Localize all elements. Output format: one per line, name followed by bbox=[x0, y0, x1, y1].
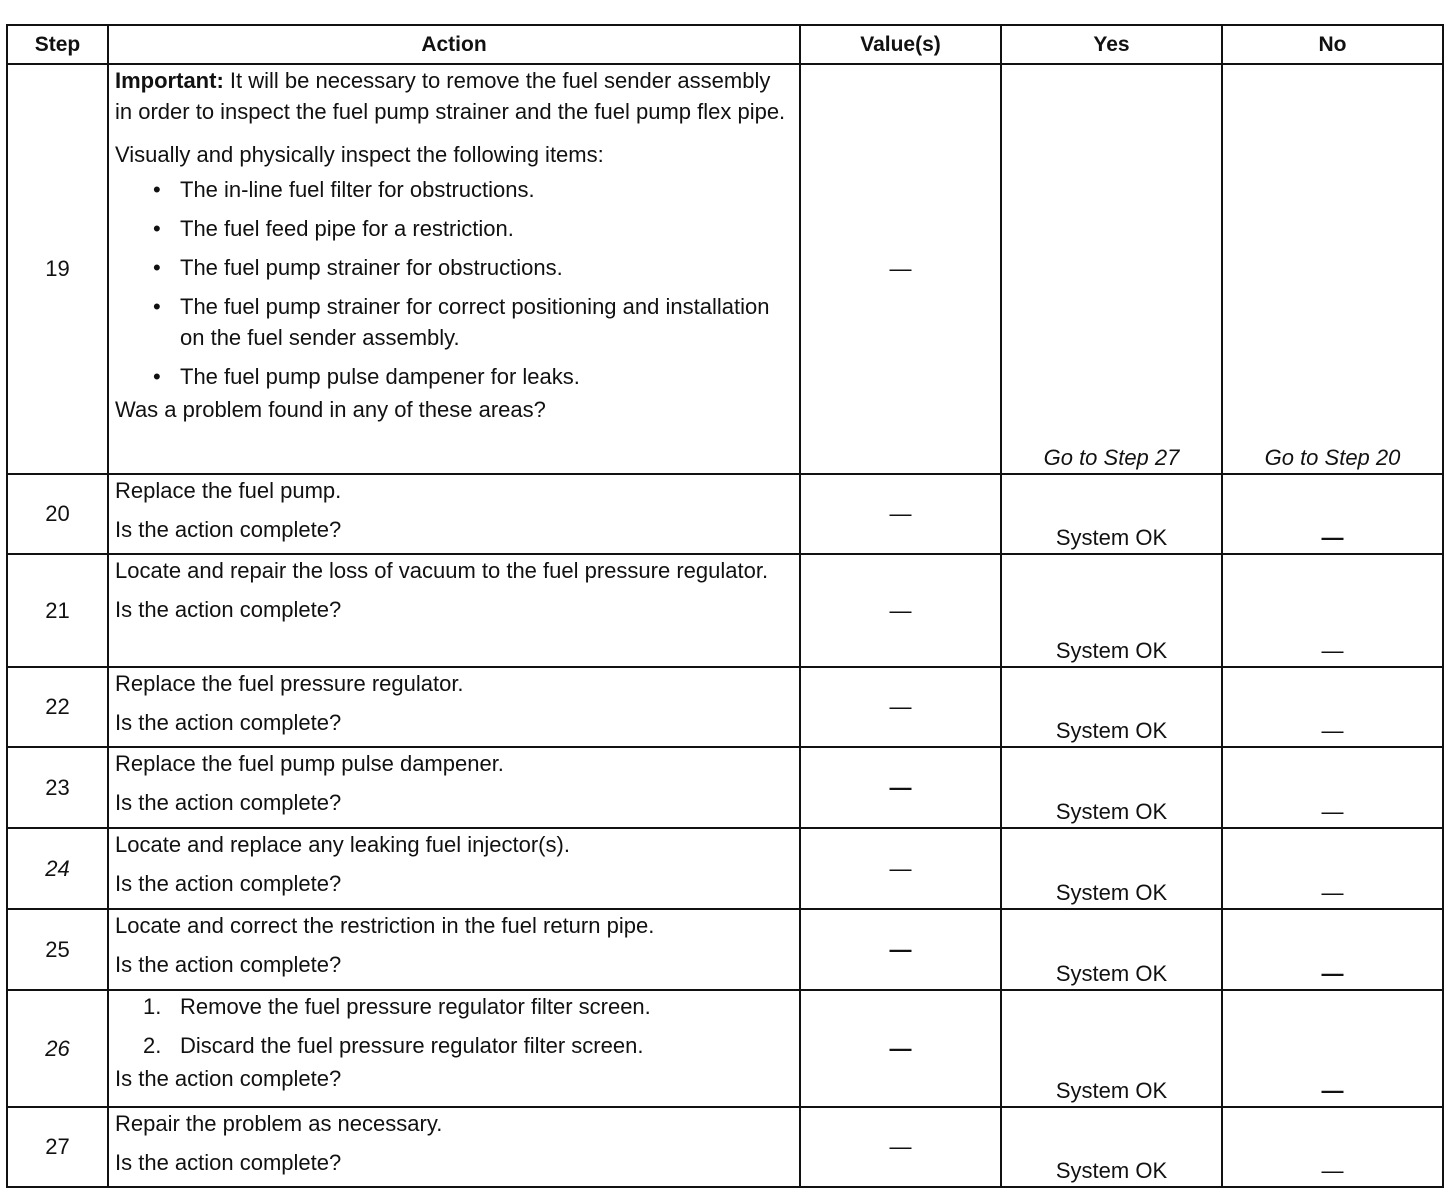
value-cell bbox=[800, 828, 1001, 909]
inspect-intro: Visually and physically inspect the following items: bbox=[115, 142, 604, 167]
action-text: Replace the fuel pressure regulator. bbox=[115, 671, 464, 696]
yes-cell: System OK bbox=[1001, 828, 1222, 909]
inspect-list bbox=[115, 174, 793, 392]
yes-cell: System OK bbox=[1001, 747, 1222, 828]
question-text: Is the action complete? bbox=[115, 952, 342, 977]
no-cell: — bbox=[1222, 474, 1443, 554]
yes-cell: System OK bbox=[1001, 909, 1222, 990]
yes-cell: System OK bbox=[1001, 667, 1222, 747]
table-row bbox=[7, 554, 1443, 667]
no-cell: — bbox=[1222, 1107, 1443, 1187]
value-dash: — bbox=[889, 694, 912, 719]
bullet-icon: • bbox=[153, 255, 161, 280]
list-item-text: Remove the fuel pressure regulator filter screen. bbox=[180, 994, 651, 1019]
question-text: Was a problem found in any of these areas? bbox=[115, 397, 546, 422]
no-cell: Go to Step 20 bbox=[1222, 64, 1443, 474]
question-text: Is the action complete? bbox=[115, 871, 342, 896]
value-cell bbox=[800, 554, 1001, 667]
value-dash: — bbox=[889, 855, 912, 881]
list-item-text: The fuel pump pulse dampener for leaks. bbox=[180, 364, 580, 389]
table-row bbox=[7, 667, 1443, 747]
action-text: Locate and replace any leaking fuel injector(s). bbox=[115, 832, 570, 857]
question-text: Is the action complete? bbox=[115, 597, 342, 622]
action-text: Locate and repair the loss of vacuum to the fuel pressure regulator. bbox=[115, 558, 769, 583]
step-number: 25 bbox=[7, 909, 108, 990]
value-cell bbox=[800, 64, 1001, 474]
numbered-list bbox=[115, 991, 793, 1061]
question-text: Is the action complete? bbox=[115, 517, 342, 542]
step-number: 19 bbox=[7, 64, 108, 474]
value-cell bbox=[800, 1107, 1001, 1187]
list-item bbox=[115, 291, 793, 353]
list-item-text: Discard the fuel pressure regulator filter screen. bbox=[180, 1033, 644, 1058]
step-number: 20 bbox=[7, 474, 108, 554]
action-cell bbox=[108, 828, 800, 909]
value-cell bbox=[800, 667, 1001, 747]
action-cell bbox=[108, 990, 800, 1107]
list-item bbox=[115, 252, 793, 283]
header-step: Step bbox=[7, 25, 108, 64]
important-label: Important: bbox=[115, 68, 224, 93]
bullet-icon: • bbox=[153, 216, 161, 241]
diagnostic-table bbox=[6, 24, 1444, 1188]
action-cell bbox=[108, 667, 800, 747]
action-text: Replace the fuel pump. bbox=[115, 478, 342, 503]
list-number: 2. bbox=[143, 1033, 162, 1058]
step-number: 21 bbox=[7, 554, 108, 667]
no-cell: — bbox=[1222, 667, 1443, 747]
value-cell bbox=[800, 474, 1001, 554]
table-row bbox=[7, 990, 1443, 1107]
header-row bbox=[7, 25, 1443, 64]
step-number: 24 bbox=[7, 828, 108, 909]
action-cell bbox=[108, 64, 800, 474]
action-cell bbox=[108, 747, 800, 828]
action-text: Locate and correct the restriction in the fuel return pipe. bbox=[115, 913, 655, 938]
table-row bbox=[7, 747, 1443, 828]
value-dash: — bbox=[889, 936, 912, 962]
action-cell bbox=[108, 554, 800, 667]
no-cell: — bbox=[1222, 990, 1443, 1107]
header-action: Action bbox=[108, 25, 800, 64]
question-text: Is the action complete? bbox=[115, 1066, 342, 1091]
value-dash: — bbox=[889, 256, 912, 281]
header-yes: Yes bbox=[1001, 25, 1222, 64]
action-cell bbox=[108, 1107, 800, 1187]
important-note bbox=[115, 65, 793, 127]
question-text: Is the action complete? bbox=[115, 790, 342, 815]
question-text: Is the action complete? bbox=[115, 710, 342, 735]
yes-cell: System OK bbox=[1001, 1107, 1222, 1187]
value-cell bbox=[800, 747, 1001, 828]
yes-cell: System OK bbox=[1001, 474, 1222, 554]
no-cell: — bbox=[1222, 554, 1443, 667]
list-item bbox=[115, 361, 793, 392]
no-cell: — bbox=[1222, 747, 1443, 828]
action-text: Replace the fuel pump pulse dampener. bbox=[115, 751, 504, 776]
action-text: Repair the problem as necessary. bbox=[115, 1111, 443, 1136]
question-text: Is the action complete? bbox=[115, 1150, 342, 1175]
list-item-text: The in-line fuel filter for obstructions. bbox=[180, 177, 535, 202]
action-cell bbox=[108, 909, 800, 990]
list-item-text: The fuel pump strainer for correct positioning and installation on the fuel sender assembly. bbox=[180, 294, 770, 350]
list-item bbox=[115, 174, 793, 205]
action-cell bbox=[108, 474, 800, 554]
value-dash: — bbox=[889, 774, 912, 800]
value-dash: — bbox=[889, 1035, 912, 1061]
step-number: 22 bbox=[7, 667, 108, 747]
value-dash: — bbox=[889, 1134, 912, 1159]
list-item-text: The fuel pump strainer for obstructions. bbox=[180, 255, 563, 280]
value-cell bbox=[800, 909, 1001, 990]
bullet-icon: • bbox=[153, 364, 161, 389]
yes-cell: System OK bbox=[1001, 990, 1222, 1107]
bullet-icon: • bbox=[153, 294, 161, 319]
list-item bbox=[115, 213, 793, 244]
table-row bbox=[7, 909, 1443, 990]
step-number: 23 bbox=[7, 747, 108, 828]
list-item bbox=[115, 1030, 793, 1061]
value-cell bbox=[800, 990, 1001, 1107]
list-item bbox=[115, 991, 793, 1022]
table-row bbox=[7, 64, 1443, 474]
no-cell: — bbox=[1222, 909, 1443, 990]
important-text: It will be necessary to remove the fuel sender assembly in order to inspect the fuel pump strainer and the fuel pump flex pipe. bbox=[115, 68, 786, 124]
list-number: 1. bbox=[143, 994, 162, 1019]
table-row bbox=[7, 474, 1443, 554]
value-dash: — bbox=[889, 597, 912, 623]
header-values: Value(s) bbox=[800, 25, 1001, 64]
step-number: 27 bbox=[7, 1107, 108, 1187]
table-row bbox=[7, 1107, 1443, 1187]
no-cell: — bbox=[1222, 828, 1443, 909]
step-number: 26 bbox=[7, 990, 108, 1107]
yes-cell: System OK bbox=[1001, 554, 1222, 667]
list-item-text: The fuel feed pipe for a restriction. bbox=[180, 216, 514, 241]
header-no: No bbox=[1222, 25, 1443, 64]
value-dash: — bbox=[889, 501, 912, 526]
yes-cell: Go to Step 27 bbox=[1001, 64, 1222, 474]
bullet-icon: • bbox=[153, 177, 161, 202]
table-row bbox=[7, 828, 1443, 909]
